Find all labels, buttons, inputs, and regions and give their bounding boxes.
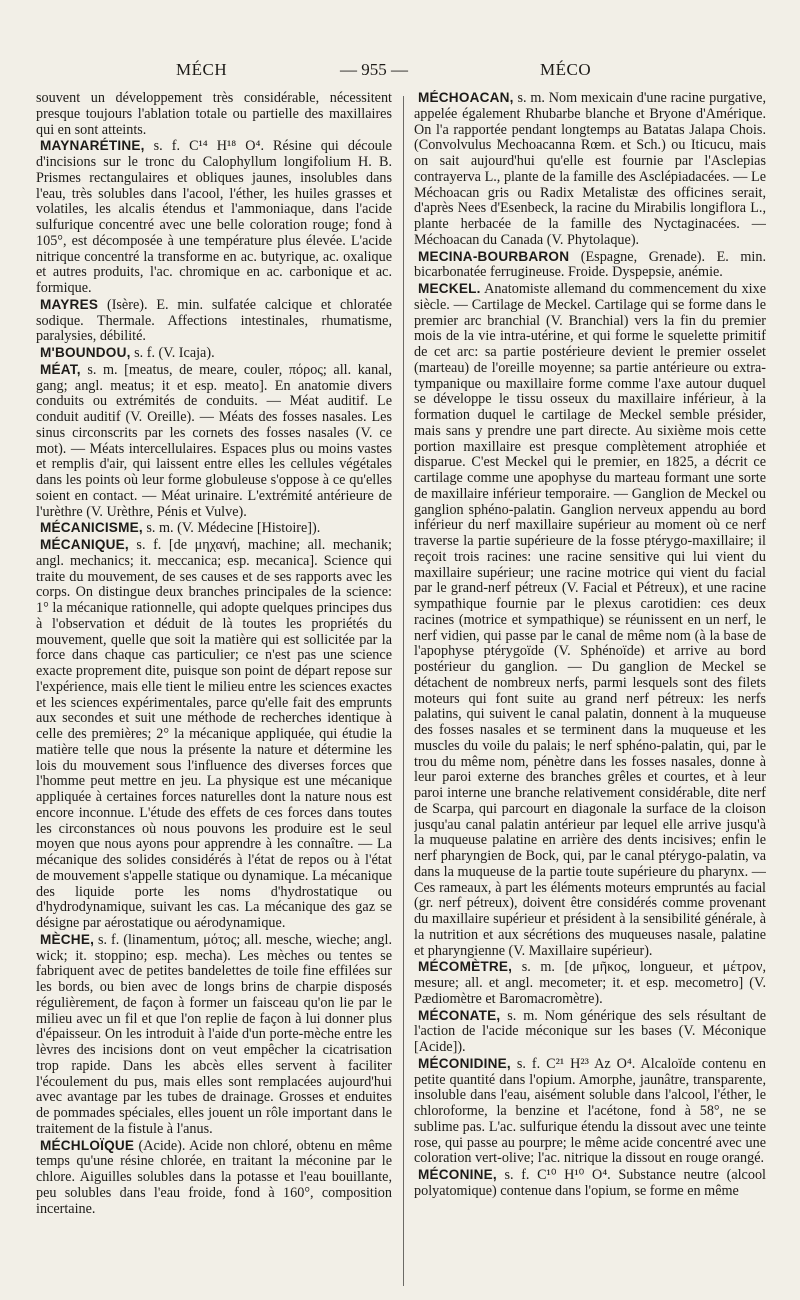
entry-headword: M'BOUNDOU, bbox=[40, 345, 131, 360]
entry-text: s. m. Nom générique des sels résultant de l'action de l'acide méconique sur les bases (V. Méconique [Acide]). bbox=[414, 1007, 766, 1055]
entry bbox=[36, 362, 392, 521]
entry bbox=[414, 281, 766, 959]
entry-text: s. f. C²¹ H²³ Az O⁴. Alcaloïde contenu en petite quantité dans l'opium. Amorphe, jaunâtre, transparente, insoluble dans l'eau, aisément soluble dans l'alcool, l'éther, le chloroforme, la benzine et l'acétone, fond à 58°, ne se sublime pas. L'ac. sulfurique étendu la dissout avec une teinte rose, qui passe au pourpre; le même acide concentré avec une coloration vert-olive; l'ac. nitrique la dissout en rouge orangé. bbox=[414, 1055, 766, 1167]
entry-text: s. m. (V. Médecine [Histoire]). bbox=[142, 520, 321, 537]
entry-headword: MÉCHOACAN, bbox=[418, 90, 514, 105]
entry-headword: MÉCONIDINE, bbox=[418, 1055, 511, 1071]
header-right-guideword: MÉCO bbox=[540, 60, 592, 79]
entry-headword: MECINA-BOURBARON bbox=[418, 248, 570, 264]
entry-text: (Isère). E. min. sulfatée calcique et chloratée sodique. Thermale. Affections intestinales, rhumatisme, paralysies, débilité. bbox=[36, 296, 392, 345]
entry-text: s. f. [de μηχανή, machine; all. mechanik; angl. mechanics; it. meccanica; esp. mecanica]. Science qui traite du mouvement, de ses causes et de ses rapports avec les corps. On distingue deux branches principales de la science: 1° la mécanique rationnelle, qui adopte quelques principes dus à l'observation et déduit de là toutes les propriétés du mouvement, quelle que soit la matière qui est sollicitée par la force dans chaque cas particulier; ce n'est pas une science exacte proprement dite, puisque son point de départ repose sur l'expérience, mais elle tient le milieu entre les sciences exactes et les sciences expérimentales, parce qu'elle fait des emprunts aux secondes et suit une méthode de recherches identique à celle des premières; 2° la mécanique appliquée, qui étudie la matière telle que nous la présente la nature et détermine les lois du mouvement sous l'influence des diverses forces que l'homme peut mettre en jeu. La physique est une mécanique appliquée à certaines forces naturelles dont la nature nous est encore inconnue. L'étude des effets de ces forces dans toutes les circonstances où nous pouvons les produire est le seul moyen que nous ayons pour apprendre à les connaître. — La mécanique des solides considérés à l'état de repos ou à l'état de mouvement s'appelle statique ou dynamique. La mécanique des liquide porte les noms d'hydrostatique ou d'hydrodynamique, suivant les cas. La mécanique des gaz se désigne par aérostatique ou aérodynamique. bbox=[36, 537, 392, 931]
right-column bbox=[414, 90, 766, 1286]
entry bbox=[36, 297, 392, 345]
entry bbox=[414, 1056, 766, 1167]
entry-headword: MÉCANICISME, bbox=[40, 520, 143, 536]
entry-text: (Acide). Acide non chloré, obtenu en même temps qu'une résine chlorée, en traitant la méconine par le chlore. Aiguilles solubles dans la potasse et l'eau bouillante, peu solubles dans l'eau froide, fond à 160°, composition incertaine. bbox=[36, 1137, 392, 1217]
entry-headword: MÉCONINE, bbox=[418, 1167, 497, 1182]
entry-headword: MAYNARÉTINE, bbox=[40, 138, 145, 154]
column-divider bbox=[403, 96, 404, 1286]
entry-text: s. f. (V. Icaja). bbox=[130, 345, 215, 361]
page-number: — 955 — bbox=[340, 60, 408, 79]
entry-text: s. f. (linamentum, μότος; all. mesche, wieche; angl. wick; it. stoppino; esp. mecha). Les mèches ou tentes se fabriquent avec de petites bandelettes de toile fine effilées sur les bords, ou bien avec de longs brins de charpie disposés régulièrement, de façon à former un faisceau qu'on lie par le milieu avec un fil et que l'on replie de façon à lui donner plus d'épaisseur. On les introduit à l'aide d'un porte-mèche entre les lèvres des incisions dont on veut empêcher la cicatrisation trop rapide. Dans les abcès elles servent à faciliter l'écoulement du pus, mais elles sont remplacées aujourd'hui avec avantage par les tubes de drainage. Grosses et enduites de pommades spéciales, elles jouent un rôle important dans le traitement de la fistule à l'anus. bbox=[36, 931, 392, 1137]
entry-headword: MÉCOMÈTRE, bbox=[418, 959, 513, 975]
entry-text: s. f. C¹⁴ H¹⁸ O⁴. Résine qui découle d'incisions sur le tronc du Calophyllum longifolium H. B. Prismes rectangulaires et obliques jaunes, insolubles dans l'eau, très solubles dans l'acool, l'éther, les huiles grasses et volatiles, les alcalis étendus et l'ammoniaque, dans l'acide sulfurique concentré avec une belle coloration rouge; fond à 105°, est décomposée à une température plus élevée. L'acide nitrique concentré la transforme en ac. butyrique, ac. oxalique et autres produits, l'ac. chromique en ac. carbonique et ac. formique. bbox=[36, 138, 392, 296]
entry bbox=[414, 1167, 766, 1200]
entry bbox=[36, 932, 392, 1138]
entry-text: s. m. [meatus, de meare, couler, πόρος; all. kanal, gang; angl. meatus; it et esp. meato]. En anatomie divers conduits ou extrémités de conduits. — Méat auditif. Le conduit auditif (V. Oreille). — Méats des fosses nasales. Les sinus circonscrits par les cornets des fosses nasales (V. ce mot). — Méats intercellulaires. Espaces plus ou moins vastes et remplis d'air, qui laissent entre elles les cellules végétales dans les points où leur forme globuleuse s'oppose à ce qu'elles soient en contact. — Méat urinaire. L'extrémité antérieure de l'urèthre (V. Urèthre, Pénis et Vulve). bbox=[36, 361, 392, 520]
entry-headword: MÉCONATE, bbox=[418, 1007, 501, 1023]
entry bbox=[36, 345, 392, 362]
entry bbox=[414, 249, 766, 282]
entry-headword: MAYRES bbox=[40, 296, 99, 312]
entry bbox=[36, 138, 392, 297]
entry-headword: MÉCHLOÏQUE bbox=[40, 1137, 135, 1153]
entry bbox=[36, 537, 392, 932]
entry bbox=[414, 959, 766, 1007]
entry bbox=[414, 90, 766, 249]
entry-text: s. m. Nom mexicain d'une racine purgative, appelée également Rhubarbe blanche et Bryone d'Amérique. On l'a rapportée pendant longtemps au Batatas Jalapa Chois. (Convolvulus Mechoacanna Rœm. et Sch.) ou Iticucu, mais on sait aujourd'hui qu'elle est fournie par l'Asclepias contrayerva L., plante de la famille des Asclépiadacées. — Le Méchoacan gris ou Radix Metalistæ des officines serait, d'après Nees d'Esenbeck, la racine du Mirabilis longiflora L., plante herbacée de la famille des Nyctaginacées. — Méchoacan du Canada (V. Phytolaque). bbox=[414, 90, 766, 248]
entry-headword: MÉCANIQUE, bbox=[40, 537, 129, 552]
entry-headword: MÈCHE, bbox=[40, 931, 95, 947]
running-header bbox=[0, 58, 800, 88]
entry-text: souvent un développement très considérable, nécessitent presque toujours l'ablation totale ou partielle des maxillaires qui en sont atteints. bbox=[36, 90, 392, 138]
entry-text: s. f. C¹⁰ H¹⁰ O⁴. Substance neutre (alcool polyatomique) contenue dans l'opium, se forme en même bbox=[414, 1167, 766, 1199]
entry bbox=[36, 520, 392, 537]
left-column bbox=[36, 90, 392, 1286]
entry-text: (Espagne, Grenade). E. min. bicarbonatée ferrugineuse. Froide. Dyspepsie, anémie. bbox=[414, 248, 766, 281]
entry bbox=[36, 90, 392, 138]
entry bbox=[414, 1008, 766, 1056]
header-left-guideword: MÉCH bbox=[176, 60, 228, 79]
entry bbox=[36, 1138, 392, 1218]
entry-text: s. m. [de μῆκος, longueur, et μέτρον, mesure; all. et angl. mecometer; it. et esp. mecometro] (V. Pædiomètre et Baromacromètre). bbox=[414, 959, 766, 1007]
entry-headword: MECKEL. bbox=[418, 281, 481, 296]
entry-headword: MÉAT, bbox=[40, 361, 81, 377]
entry-text: Anatomiste allemand du commencement du xixe siècle. — Cartilage de Meckel. Cartilage qui se forme dans le premier arc branchial (V. Branchial) vers la fin du premier mois de la vie intra-utérine, et qui forme le squelette primitif de cet arc: sa partie postérieure devient le premier osselet (marteau) de l'oreille moyenne; sa partie antérieure ou extra-tympanique ou maxillaire forme comme l'axe autour duquel se développe le tissu osseux du maxillaire inférieur, à la formation duquel le cartilage de Meckel semble présider, mais sans y prendre une part directe. Au sixième mois cette portion maxillaire est presque complètement atrophiée et disparue. C'est Meckel qui le premier, en 1825, a décrit ce cartilage comme une apophyse du marteau formant une sorte de maxillaire inférieur temporaire. — Ganglion de Meckel ou ganglion sphéno-palatin. Ganglion nerveux appendu au bord inférieur du nerf maxillaire supérieur au moment où ce nerf traverse la partie supérieure de la fosse ptérygo-maxillaire; il reçoit trois racines: une racine sensitive qui lui vient du maxillaire supérieur; une racine motrice qui vient du facial par le grand-nerf pétreux (V. Facial et Pétreux), et une racine sympathique fournie par le plexus carotidien: ces deux racines (motrice et sympathique) se réunissent en un nerf, le nerf vidien, qui passe par le canal de même nom (à la base de l'apophyse ptérygoïde (V. Sphénoïde) et arrive au bord postérieur du ganglion. — Du ganglion de Meckel se détachent de nombreux nerfs, parmi lesquels sont des filets moteurs qui font suite au grand nerf pétreux: les nerfs palatins, qui suivent le canal palatin, donnent à la muqueuse des fosses nasales et se terminent dans la muqueuse et les muscles du voile du palais; le nerf sphéno-palatin, qui, par le trou du même nom, pénètre dans les fosses nasales, donne à leur paroi externe des branches grêles et courtes, et à leur paroi interne une branche relativement considérable, dite nerf de Scarpa, qui parcourt en diagonale la surface de la cloison jusqu'au canal palatin antérieur par lequel elle arrive jusqu'à la muqueuse palatine en arrière des dents incisives; enfin le nerf pharyngien de Bock, qui, par le canal ptérygo-palatin, va dans la muqueuse de la partie toute supérieure du pharynx. — Ces rameaux, à part les éléments moteurs empruntés au facial (gr. nerf pétreux), doivent être considérés comme provenant du maxillaire supérieur et président à la sensibilité générale, à la nutrition et aux sécrétions des muqueuses nasale, palatine et pharyngienne (V. Maxillaire supérieur). bbox=[414, 281, 766, 959]
